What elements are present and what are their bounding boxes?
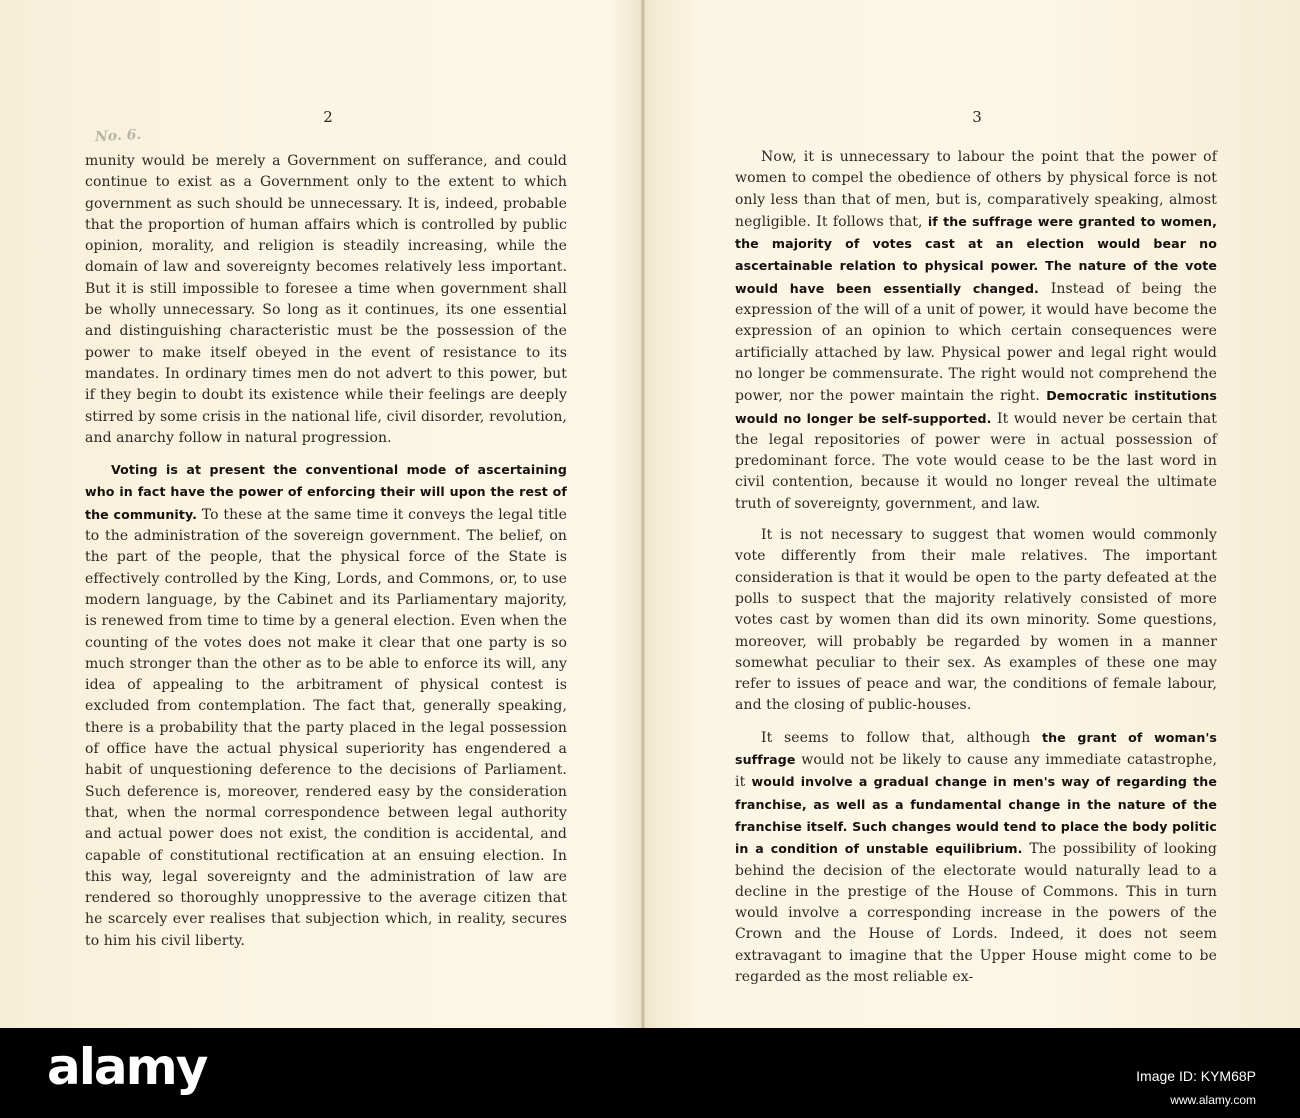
alamy-logo: alamy [47,1038,207,1096]
emphasized-text: Democratic institutions would no longer be self-supported. [735,388,1217,426]
emphasized-text: if the suffrage were granted to women, the majority of votes cast at an election would bear no ascertainable relation to physical power. The nature of the vote would have been essentially changed. [735,213,1217,296]
page-number-left: 2 [323,108,333,126]
left-page [0,0,641,1028]
emphasized-text: would involve a gradual change in men's way of regarding the franchise, as well as a fundamental change in the nature of the franchise itself. Such changes would tend to place the body politic in a condition of unstable equilibrium. [735,774,1217,857]
text-run: To these at the same time it conveys the legal title to the administration of the sovereign government. The belief, on the part of the people, that the physical force of the State is effectively controlled by the King, Lords, and Commons, or, to use modern language, by the Cabinet and its Parliamentary majority, is renewed from time to time by a general election. Even when the counting of the votes does not make it clear that one party is so much stronger than the other as to be able to enforce its will, any idea of appealing to the arbitrament of physical contest is excluded from contemplation. The fact that, generally speaking, there is a probability that the party placed in the legal possession of office have the actual physical superiority has engendered a habit of unquestioning deference to the decisions of Parliament. Such deference is, moreover, rendered easy by the consideration that, when the normal correspondence between legal authority and actual power does not exist, the condition is accidental, and capable of constitutional rectification at an ensuing election. In this way, legal sovereignty and the administration of law are rendered so thoroughly unoppressive to the average citizen that he scarcely ever realises that subjection which, in reality, secures to him his civil liberty. [85,506,567,949]
paragraph [85,459,567,952]
text-run: Instead of being the expression of the will of a unit of power, it would have become the expression of an opinion to which certain consequences were artificially attached by law. Physical power and legal right would no longer be commensurate. The right would not comprehend the power, nor the power maintain the right. [735,280,1217,405]
paragraph [735,525,1217,717]
text-run: Now, it is unnecessary to labour the point that the power of women to compel the obedience of others by physical force is not only less than that of men, but is, comparatively speaking, almost negligible. It follows that, [735,149,1217,230]
page-number-right: 3 [972,108,982,126]
text-run: It is not necessary to suggest that women would commonly vote differently from their male relatives. The important consideration is that it would be open to the party defeated at the polls to suspect that the majority relatively consisted of more votes cast by women than did its own minority. Some questions, moreover, will probably be regarded by women in a manner somewhat peculiar to their sex. As examples of these one may refer to issues of peace and war, the conditions of female labour, and the closing of public-houses. [735,527,1217,714]
text-run: munity would be merely a Government on sufferance, and could continue to exist as a Government only to the extent to which government as such should be unnecessary. It is, indeed, probable that the proportion of human affairs which is controlled by public opinion, morality, and religion is steadily increasing, while the domain of law and sovereignty becomes relatively less important. But it is still impossible to foresee a time when government shall be wholly unnecessary. So long as it continues, its one essential and distinguishing characteristic must be the possession of the power to make itself obeyed in the event of resistance to its mandates. In ordinary times men do not advert to this power, but if they begin to doubt its existence while their feelings are deeply stirred by some crisis in the national life, civil disorder, revolution, and anarchy follow in natural progression. [85,153,567,446]
image-id-label: Image ID: KYM68P [1136,1068,1256,1084]
website-url: www.alamy.com [1170,1093,1256,1107]
paragraph [735,147,1217,515]
text-run: It seems to follow that, although [761,729,1042,746]
text-run: would not be likely to cause any immediate catastrophe, it [735,752,1217,791]
archive-stamp: No. 6. [94,126,142,146]
text-run: The possibility of looking behind the decision of the electorate would naturally lead to a decline in the prestige of the House of Commons. This in turn would involve a corresponding increase in the powers of the Crown and the House of Lords. Indeed, it does not seem extravagant to imagine that the Upper House might come to be regarded as the most reliable ex- [735,841,1217,985]
paragraph [85,151,567,449]
right-page [645,0,1300,1028]
left-page-text [85,151,567,952]
paragraph [735,727,1217,989]
emphasized-text: the grant of woman's suffrage [735,729,1217,768]
right-page-text [735,147,1217,988]
emphasized-text: Voting is at present the conventional mode of ascertaining who in fact have the power of enforcing their will upon the rest of the community. [85,462,567,522]
text-run: It would never be certain that the legal repositories of power were in actual possession of predominant force. The vote would cease to be the last word in civil contention, because it would no longer reveal the ultimate truth of sovereignty, government, and law. [735,410,1218,512]
